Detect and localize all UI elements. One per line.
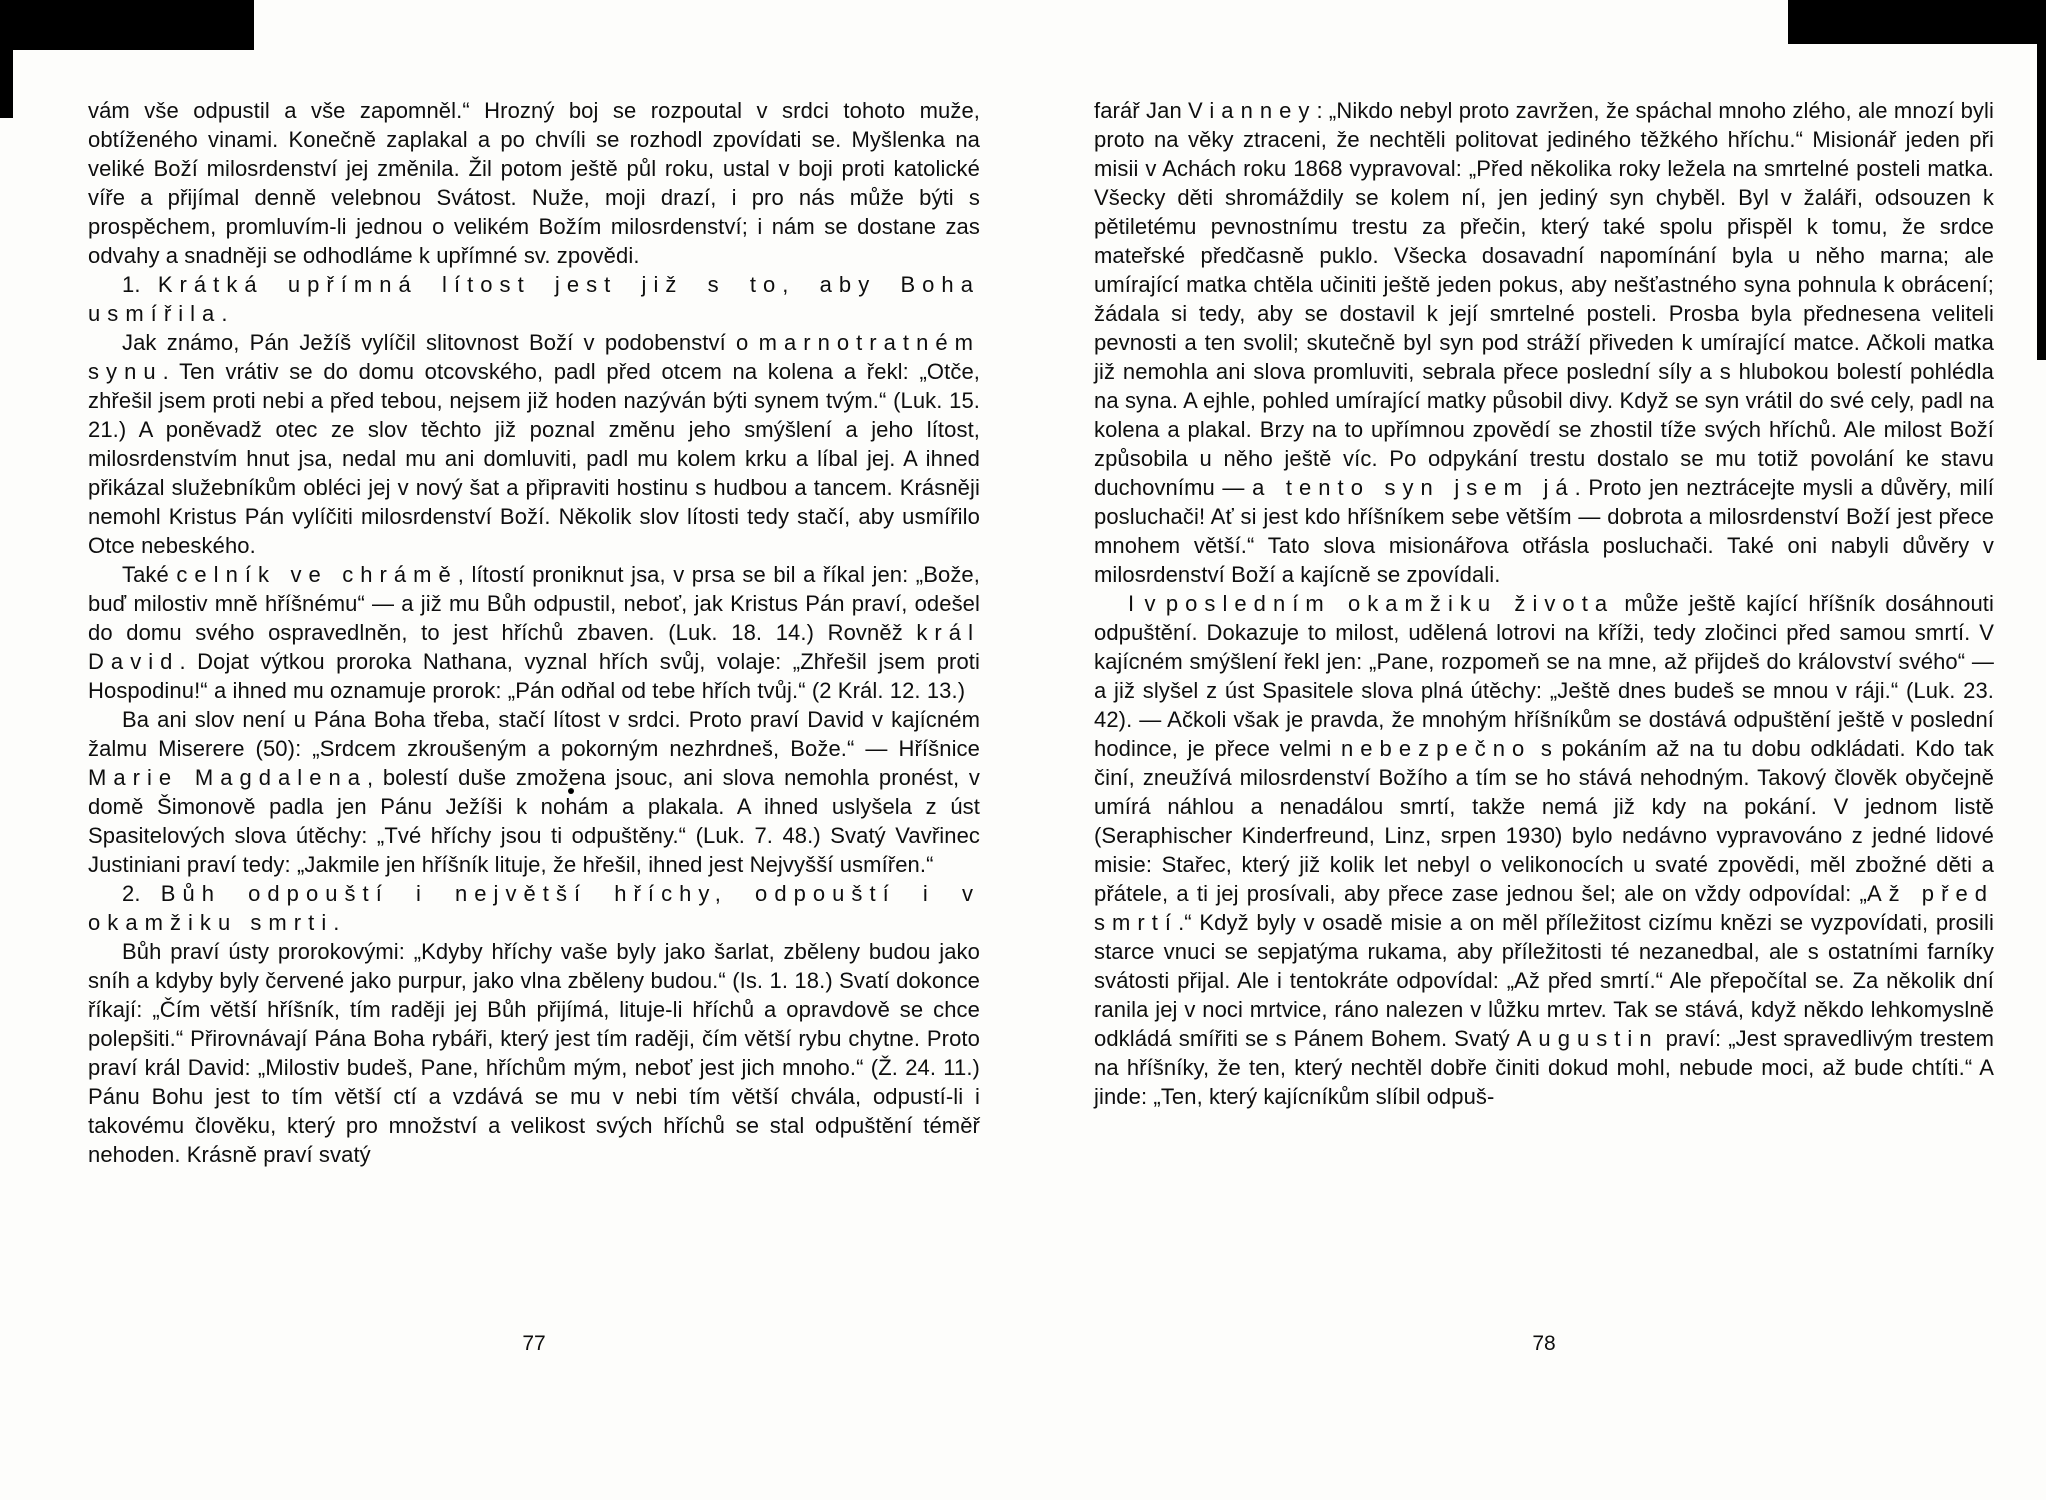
text-run: praví: „Jest spravedlivým trestem na hříšníky, že ten, který nechtěl dobře činiti dokud mohl, nebude moci, až bude chtíti.“ A jinde: „Ten, který kajícníkům slíbil odpuš- xyxy=(1094,1026,1994,1109)
text-run: Také xyxy=(122,562,177,587)
page-number-right: 78 xyxy=(1532,1332,1556,1355)
letterspaced-emphasis-text: Bůh odpouští i největší hříchy, odpouští i v okamžiku smrti. xyxy=(88,881,980,935)
page-right-text xyxy=(1094,96,1994,1111)
page-right xyxy=(1094,96,1994,1500)
letterspaced-emphasis-text: nebezpečno xyxy=(1341,736,1532,761)
letterspaced-emphasis-text: marnotratném synu xyxy=(88,330,980,384)
paragraph xyxy=(88,270,980,328)
text-run: farář Jan xyxy=(1094,98,1189,123)
letterspaced-emphasis-text: Až před smrtí xyxy=(1094,881,1995,935)
paragraph xyxy=(1094,96,1994,589)
letterspaced-emphasis-text: celník ve chrámě xyxy=(176,562,458,587)
scan-artifact-top-right xyxy=(1788,0,2046,44)
text-run: I v xyxy=(1128,591,1166,616)
paragraph xyxy=(88,96,980,270)
letterspaced-emphasis-text: král David xyxy=(88,620,980,674)
text-run: vám vše odpustil a vše zapomněl.“ Hrozný boj se rozpoutal v srdci tohoto muže, obtíženého vinami. Konečně zaplakal a po chvíli se rozhodl zpovídati se. Myšlenka na veliké Boží milosrdenství jej změnila. Žil potom ještě půl roku, ustal v boji proti katolické víře a přijímal denně velebnou Svátost. Nuže, moji drazí, i pro nás může býti s prospěchem, promluvím-li jednou o velikém Božím milosrdenství; i nám se dostane zas odvahy a snadněji se odhodláme k upřímné sv. zpovědi. xyxy=(88,98,980,268)
paragraph xyxy=(88,705,980,879)
paragraph xyxy=(88,879,980,937)
text-run: . Proto jen neztrácejte mysli a důvěry, milí posluchači! Ať si jest kdo hříšníkem sebe větším — dobrota a milosrdenství Boží jest přece mnohem větší.“ Tato slova misionářova otřásla posluchači. Také oni nabyli důvěry v milosrdenství Boží a kajícně se zpovídali. xyxy=(1094,475,1994,587)
letterspaced-emphasis-text: posledním okamžiku života xyxy=(1165,591,1615,616)
text-run: Ba ani slov není u Pána Boha třeba, stačí lítost v srdci. Proto praví David v kajícném žalmu Miserere (50): „Srdcem zkroušeným a pokorným nezhrdneš, Bože.“ — Hříšnice xyxy=(88,707,980,761)
scan-artifact-top-left xyxy=(0,0,254,50)
letterspaced-emphasis-text: Augustin xyxy=(1516,1026,1659,1051)
text-run: . Dojat výtkou proroka Nathana, vyznal hřích svůj, volaje: „Zhřešil jsem proti Hospodinu!“ a ihned mu oznamuje prorok: „Pán odňal od tebe hřích tvůj.“ (2 Král. 12. 13.) xyxy=(88,649,980,703)
letterspaced-emphasis-text: a tento syn jsem já xyxy=(1252,475,1575,500)
scan-artifact-left-edge xyxy=(0,0,13,118)
text-run: Bůh praví ústy prorokovými: „Kdyby hříchy vaše byly jako šarlat, zběleny budou jako sníh a kdyby byly červené jako purpur, jako vlna zběleny budou.“ (Is. 1. 18.) Svatí dokonce říkají: „Čím větší hříšník, tím raději jej Bůh přijímá, lituje-li hříchů a opravdově se chce polepšiti.“ Přirovnávají Pána Boha rybáři, který jest tím raději, čím větší rybu chytne. Proto praví král David: „Milostiv budeš, Pane, hříchům mým, neboť jest jich mnoho.“ (Ž. 24. 11.) Pánu Bohu jest to tím větší ctí a vzdává se mu v nebi tím větší chvála, odpustí-li i takovému člověku, který pro množství a velikost svých hříchů se stal odpuštění téměř nehoden. Krásně praví svatý xyxy=(88,939,980,1167)
page-left xyxy=(88,96,980,1500)
paragraph xyxy=(88,328,980,560)
letterspaced-emphasis-text: Krátká upřímná lítost jest již s to, aby Boha usmířila. xyxy=(88,272,980,326)
text-run: : „Nikdo nebyl proto zavržen, že spáchal mnoho zlého, ale mnozí byli proto na věky ztraceni, že nechtěli politovat jediného těžkého hříchu.“ Misionář jeden při misii v Achách roku 1868 vypravoval: „Před několika roky ležela na smrtelné posteli matka. Všecky děti shromáždily se kolem ní, jen jediný syn chyběl. Byl v žaláři, odsouzen k pětiletému pevnostnímu trestu za přečin, který také spolu přispěl k tomu, že srdce mateřské předčasně puklo. Všecka dosavadní napomínání byla u něho marna; ale umírající matka chtěla učiniti ještě jeden pokus, aby nešťastného syna pohnula k obrácení; žádala si tedy, aby se dostavil k její smrtelné posteli. Prosba byla přednesena veliteli pevnosti a ten svolil; skutečně byl syn pod stráží přiveden k umírající matce. Ačkoli matka již nemohla ani slova promluviti, sebrala přece poslední síly a s hlubokou bolestí pohlédla na syna. A ejhle, pohled umírající matky působil divy. Když se syn vrátil do své cely, padl na kolena a plakal. Brzy na to upřímnou zpovědí se zhostil tíže svých hříchů. Ale milost Boží způsobila u něho ještě víc. Po odpykání trestu dostalo se mu totiž povolání ke stavu duchovnímu — xyxy=(1094,98,1994,500)
paragraph xyxy=(88,937,980,1169)
page-number-left: 77 xyxy=(522,1332,546,1355)
text-run: 1. xyxy=(122,272,158,297)
paragraph xyxy=(88,560,980,705)
text-run: může ještě kající hříšník dosáhnouti odpuštění. Dokazuje to milost, udělená lotrovi na kříži, tedy zločinci před samou smrtí. V kajícném smýšlení řekl jen: „Pane, rozpomeň se na mne, až přijdeš do království svého“ — a již slyšel z úst Spasitele slova plná útěchy: „Ještě dnes budeš se mnou v ráji.“ (Luk. 23. 42). — Ačkoli však je pravda, že mnohým hříšníkům se dostává odpuštění ještě v poslední hodince, je přece velmi xyxy=(1094,591,1994,761)
text-run: . Ten vrátiv se do domu otcovského, padl před otcem na kolena a řekl: „Otče, zhřešil jsem proti nebi a před tebou, nejsem již hoden nazýván býti synem tvým.“ (Luk. 15. 21.) A poněvadž otec ze slov těchto již poznal změnu jeho smýšlení a jeho lítost, milosrdenstvím hnut jsa, nedal mu ani domluviti, padl mu kolem krku a líbal jej. A ihned přikázal služebníkům obléci jej v nový šat a připraviti hostinu s hudbou a tancem. Krásněji nemohl Kristus Pán vylíčiti milosrdenství Boží. Několik slov lítosti tedy stačí, aby usmířilo Otce nebeského. xyxy=(88,359,980,558)
letterspaced-emphasis-text: Marie Magdalena xyxy=(88,765,368,790)
text-run: , bolestí duše zmožena jsouc, ani slova nemohla pronést, v domě Šimonově padla jen Pánu Ježíši k nohám a plakala. A ihned uslyšela z úst Spasitelových slova útěchy: „Tvé hříchy jsou ti odpuštěny.“ (Luk. 7. 48.) Svatý Vavřinec Justiniani praví tedy: „Jakmile jen hříšník lituje, že hřešil, ihned jest Nejvyšší usmířen.“ xyxy=(88,765,980,877)
page-left-text xyxy=(88,96,980,1169)
text-run: .“ Když byly v osadě misie a on měl příležitost cizímu knězi se vyzpovídati, prosili starce vnuci se sepjatýma rukama, aby příležitosti té nezanedbal, ale s ostatními farníky svátosti přijal. Ale i tentokráte odpovídal: „Až před smrtí.“ Ale přepočítal se. Za několik dní ranila jej v noci mrtvice, ráno nalezen v lůžku mrtev. Tak se stává, když někdo lehkomyslně odkládá smířiti se s Pánem Bohem. Svatý xyxy=(1094,910,1994,1051)
text-run: s pokáním až na tu dobu odkládati. Kdo tak činí, zneužívá milosrdenství Božího a tím se ho stává nehodným. Takový člověk obyčejně umírá náhlou a nenadálou smrtí, takže nemá již kdy na pokání. V jednom listě (Seraphischer Kinderfreund, Linz, srpen 1930) bylo nedávno vypravováno z jedné lidové misie: Stařec, který již kolik let nebyl o velikonocích u svaté zpovědi, měl zbožné děti a přátele, a ti jej prosívali, aby přece zase jednou šel; ale on vždy odpovídal: „ xyxy=(1094,736,1994,906)
text-run: Jak známo, Pán Ježíš vylíčil slitovnost Boží v podobenství o xyxy=(122,330,759,355)
letterspaced-emphasis-text: Vianney xyxy=(1188,98,1317,123)
text-run: 2. xyxy=(122,881,161,906)
text-run: , lítostí proniknut jsa, v prsa se bil a říkal jen: „Bože, buď milostiv mně hříšnému“ — a již mu Bůh odpustil, neboť, jak Kristus Pán praví, odešel do domu svého ospravedlněn, to jest hříchů zbaven. (Luk. 18. 14.) Rovněž xyxy=(88,562,980,645)
paragraph xyxy=(1094,589,1994,1111)
scan-artifact-right-edge xyxy=(2037,0,2046,360)
